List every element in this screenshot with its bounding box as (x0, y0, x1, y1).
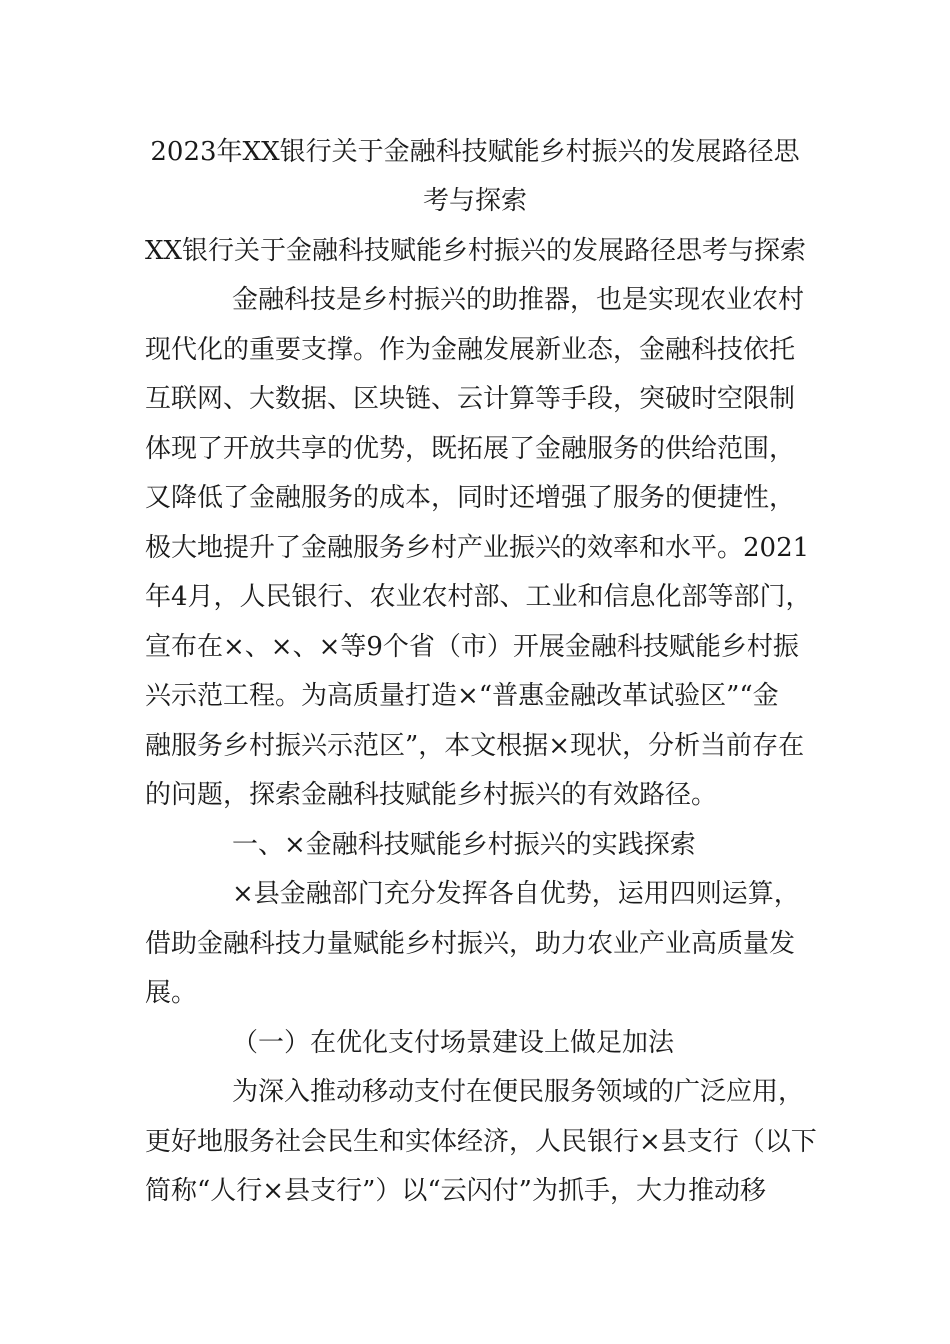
paragraph-line: 极大地提升了金融服务乡村产业振兴的效率和水平。2021 (145, 533, 810, 563)
paragraph-line: 互联网、大数据、区块链、云计算等手段，突破时空限制 (145, 384, 796, 414)
paragraph-line: 体现了开放共享的优势，既拓展了金融服务的供给范围， (145, 434, 796, 464)
subsection-heading-1: （一）在优化支付场景建设上做足加法 (232, 1028, 675, 1058)
document-title-line-2: 考与探索 (422, 186, 527, 216)
paragraph-line: 展。 (145, 978, 198, 1008)
paragraph-line: 的问题，探索金融科技赋能乡村振兴的有效路径。 (145, 780, 718, 810)
paragraph-line: 简称“人行×县支行”）以“云闪付”为抓手，大力推动移 (145, 1176, 766, 1206)
paragraph-line: ×县金融部门充分发挥各自优势，运用四则运算， (232, 879, 800, 909)
document-title-line-1: 2023年XX银行关于金融科技赋能乡村振兴的发展路径思 (150, 137, 800, 167)
section-heading-1: 一、×金融科技赋能乡村振兴的实践探索 (232, 830, 696, 860)
paragraph-line: 为深入推动移动支付在便民服务领域的广泛应用， (232, 1077, 805, 1107)
paragraph-line: 金融科技是乡村振兴的助推器，也是实现农业农村 (232, 285, 805, 315)
paragraph-line: 现代化的重要支撑。作为金融发展新业态，金融科技依托 (145, 335, 796, 365)
paragraph-line: 宣布在×、×、×等9个省（市）开展金融科技赋能乡村振 (145, 632, 799, 662)
paragraph-line: 兴示范工程。为高质量打造×“普惠金融改革试验区”“金 (145, 681, 779, 711)
paragraph-line: 更好地服务社会民生和实体经济，人民银行×县支行（以下 (145, 1127, 817, 1157)
document-subtitle: XX银行关于金融科技赋能乡村振兴的发展路径思考与探索 (145, 236, 807, 266)
paragraph-line: 年4月，人民银行、农业农村部、工业和信息化部等部门， (145, 582, 812, 612)
paragraph-line: 又降低了金融服务的成本，同时还增强了服务的便捷性， (145, 483, 796, 513)
paragraph-line: 融服务乡村振兴示范区”，本文根据×现状，分析当前存在 (145, 731, 805, 761)
paragraph-line: 借助金融科技力量赋能乡村振兴，助力农业产业高质量发 (145, 929, 796, 959)
